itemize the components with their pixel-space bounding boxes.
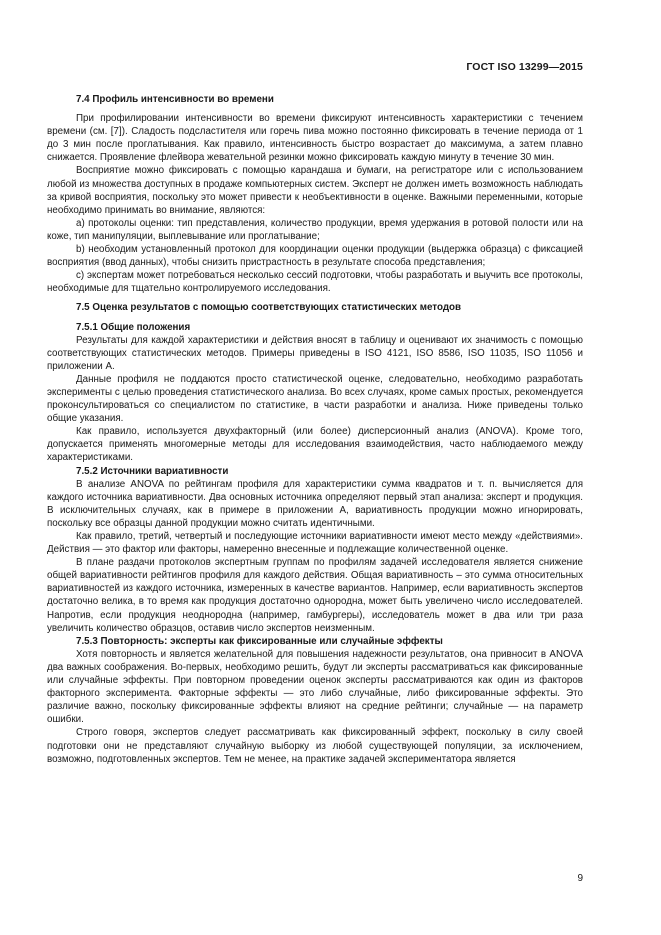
paragraph: Как правило, используется двухфакторный (или более) дисперсионный анализ (ANOVA). Кроме того, допускается применять многомерные методы для исследования взаимодействия, часто наблюдаемого между характеристиками. [47, 426, 583, 464]
paragraph: Как правило, третий, четвертый и последующие источники вариативности имеют место между «действиями». Действия — это фактор или факторы, намеренно внесенные и подлежащие количественной оценке. [47, 531, 583, 556]
paragraph: В анализе ANOVA по рейтингам профиля для характеристики сумма квадратов и т. п. вычисляется для каждого источника вариативности. Два основных источника определяют первый этап анализа: эксперт и продукция. В исключительных случаях, как в примере в приложении А, вариативность продукции можно игнорировать, поскольку все образцы данной продукции можно считать идентичными. [47, 478, 583, 529]
paragraph: Восприятие можно фиксировать с помощью карандаша и бумаги, на регистраторе или с использованием любой из множества доступных в продаже компьютерных систем. Эксперт не должен иметь возможность наблюдать за кривой восприятия, поскольку это может привести к необъективности в оценке. Важными переменными, которые необходимо принимать во внимание, являются: [47, 165, 583, 216]
section-heading-7-5: 7.5 Оценка результатов с помощью соответствующих статистических методов [76, 302, 462, 314]
paragraph: Данные профиля не поддаются просто статистической оценке, следовательно, необходимо разработать эксперименты с целью проведения статистического анализа. Во всех случаях, кроме самых простых, рекомендуется проконсультироваться со специалистом по статистике, в части разработки и анализа. Ниже приведены только общие указания. [47, 373, 583, 425]
paragraph: В плане раздачи протоколов экспертным группам по профилям задачей исследователя является снижение общей вариативности рейтингов профиля для каждого действия. Общая вариативность – это сумма относительных вариативностей из каждого источника, измеренных в качестве вариантов. Например, если вариативность экспертов достаточно велика, в то время как продукция достаточно однородна, может быть увеличено число исследователей. Напротив, если продукция неоднородна (например, гамбургеры), исследователь может в два или три раза увеличить количество образцов, оставив число экспертов неизменным. [47, 557, 583, 634]
section-heading-7-4: 7.4 Профиль интенсивности во времени [76, 94, 274, 105]
list-item-b: b) необходим установленный протокол для координации оценки продукции (выдержка образца) с фиксацией восприятия (ввод данных), чтобы снизить пристрастность в результате способа представления; [47, 244, 583, 269]
list-item-a: а) протоколы оценки: тип представления, количество продукции, время удержания в ротовой полости или на коже, тип манипуляции, выплевывание или проглатывание; [47, 217, 583, 242]
paragraph: Хотя повторность и является желательной для повышения надежности результатов, она привносит в ANOVA два важных соображения. Во-первых, необходимо решить, будут ли эксперты рассматриваться как фиксированные или случайные эффекты. При повторном проведении оценок эксперты рассматриваются как один из факторов факторного эксперимента. Факторные эффекты — это либо случайные, либо фиксированные эффекты. Это различие важно, поскольку фиксированные эффекты влияют на средние рейтинги; случайные — на параметр ошибки. [47, 648, 583, 726]
paragraph: При профилировании интенсивности во времени фиксируют интенсивность характеристики с течением времени (см. [7]). Сладость подсластителя или горечь пива можно постоянно фиксировать в течение периода от 1 до 3 мин после проглатывания. Как правило, интенсивность быстро возрастает до максимума, а затем плавно снижается. Проявление флейвора жевательной резинки можно фиксировать каждую минуту в течение 30 мин. [47, 113, 583, 164]
list-item-c: с) экспертам может потребоваться несколько сессий подготовки, чтобы разработать и выучить все протоколы, необходимые для тщательно контролируемого исследования. [47, 270, 583, 295]
subsection-heading-7-5-2: 7.5.2 Источники вариативности [76, 465, 229, 477]
paragraph: Результаты для каждой характеристики и действия вносят в таблицу и оценивают их значимость с помощью соответствующих статистических методов. Примеры приведены в ISO 4121, ISO 8586, ISO 11035, ISO 11056 и приложении А. [47, 334, 583, 372]
page-number: 9 [577, 873, 583, 884]
standard-designation: ГОСТ ISO 13299—2015 [466, 61, 583, 73]
page-content [47, 93, 583, 766]
subsection-heading-7-5-3: 7.5.3 Повторность: эксперты как фиксированные или случайные эффекты [76, 635, 443, 647]
paragraph: Строго говоря, экспертов следует рассматривать как фиксированный эффект, поскольку в силу своей подготовки они не представляют случайную выборку из любой существующей популяции, за исключением, возможно, подготовленных экспертов. Тем не менее, на практике задачей экспериментатора является [47, 727, 583, 765]
subsection-heading-7-5-1: 7.5.1 Общие положения [76, 321, 191, 333]
